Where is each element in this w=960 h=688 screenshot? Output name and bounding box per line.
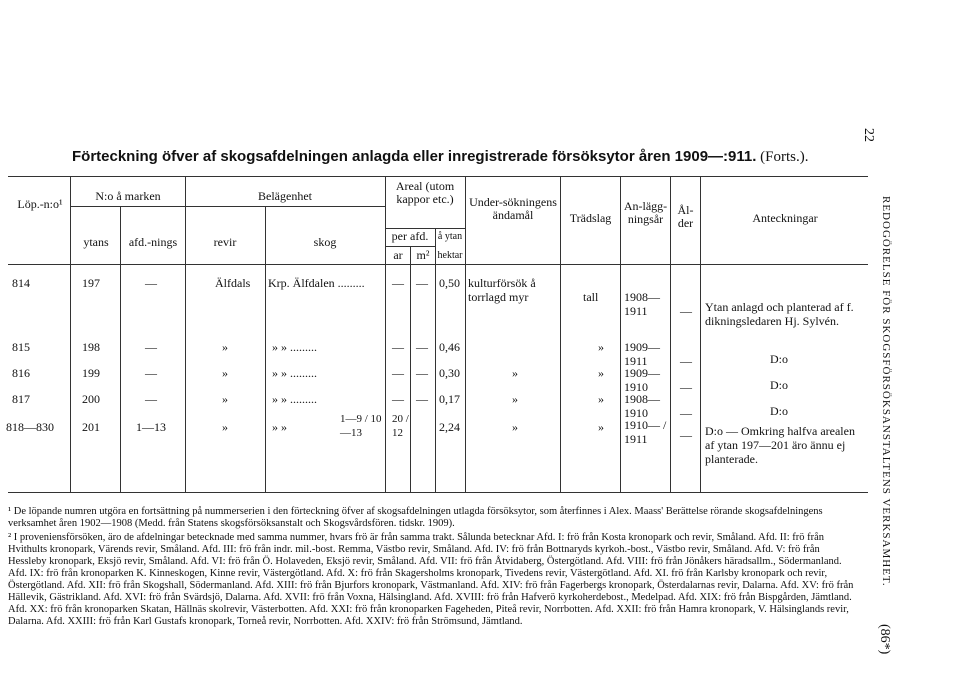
row-817-lop: 817 — [12, 392, 30, 406]
header-anlaggningsar: An-lägg-ningsår — [623, 199, 668, 226]
row-814-anl: 1908—1911 — [624, 290, 660, 318]
marken-subrule — [70, 206, 185, 207]
row-818-lop: 818—830 — [6, 420, 54, 434]
row-816-alder: — — [680, 380, 692, 394]
row-816-skog: » » ......... — [272, 366, 317, 380]
row-818-anl: 1910— / 1911 — [624, 418, 667, 446]
row-816-hektar: 0,30 — [439, 366, 460, 380]
row-816-note: D:o — [770, 378, 788, 392]
header-revir: revir — [213, 235, 237, 249]
row-814-hektar: 0,50 — [439, 276, 460, 290]
row-814-purpose: kulturförsök å torrlagd myr — [468, 276, 536, 304]
row-814-note: Ytan anlagd och planterad af f. dikningsledaren Hj. Sylvén. — [705, 300, 854, 328]
row-817-hektar: 0,17 — [439, 392, 460, 406]
row-818-tradslag: » — [598, 420, 604, 434]
row-817-note: D:o — [770, 404, 788, 418]
row-818-m2: 20 / 12 — [392, 413, 409, 439]
page-number: 22 — [861, 128, 876, 142]
row-814-afd: — — [145, 276, 157, 290]
header-anteckningar: Anteckningar — [752, 211, 818, 225]
row-815-revir: » — [222, 340, 228, 354]
row-818-revir: » — [222, 420, 228, 434]
header-belagenhet: Belägenhet — [258, 189, 312, 203]
table-top-rule — [8, 176, 868, 177]
col-rule — [70, 176, 71, 492]
header-skog: skog — [313, 235, 337, 249]
header-afd: afd.-nings — [128, 235, 178, 249]
col-rule — [700, 176, 701, 492]
row-818-skog: » » — [272, 420, 287, 434]
header-areal: Areal (utom kappor etc.) — [395, 179, 455, 206]
row-816-lop: 816 — [12, 366, 30, 380]
row-815-tradslag: » — [598, 340, 604, 354]
row-814-revir: Älfdals — [215, 276, 251, 290]
col-rule — [670, 176, 671, 492]
row-818-note: D:o — Omkring halfva arealen af ytan 197—201 äro ännu ej planterade. — [705, 424, 855, 466]
header-ytans: ytans — [83, 235, 109, 249]
row-814-lop: 814 — [12, 276, 30, 290]
row-815-hektar: 0,46 — [439, 340, 460, 354]
row-818-purpose: » — [512, 420, 518, 434]
row-814-ar: — — [392, 276, 404, 290]
row-814-m2: — — [416, 276, 428, 290]
row-816-afd: — — [145, 366, 157, 380]
header-per-afd: per afd. — [391, 229, 429, 243]
row-817-anl: 1908—1910 — [624, 392, 660, 420]
col-rule — [185, 176, 186, 492]
title-main: Förteckning öfver af skogsafdelningen anlagda eller inregistrerade försöksytor åren 1909—:911. — [72, 148, 757, 165]
row-815-skog: » » ......... — [272, 340, 317, 354]
row-814-skog: Krp. Älfdalen ......... — [268, 276, 365, 290]
row-817-ar: — — [392, 392, 404, 406]
row-816-anl: 1909—1910 — [624, 366, 660, 394]
col-rule — [385, 176, 386, 492]
row-815-ytans: 198 — [82, 340, 100, 354]
footnote-1: ¹ De löpande numren utgöra en fortsättning på nummerserien i den förteckning öfver af skogsafdelningen utlagda försöksytor, som återfinnes i Alex. Maass' Berättelse rörande skogsafdelningens verksamhet åren 1902—1908 (Medd. från Statens skogsförsöksanstalt och Skogsvårdsfören. tidskr. 1909). — [8, 506, 823, 529]
row-814-tradslag: tall — [583, 290, 599, 304]
side-page-number: (86*) — [877, 624, 892, 655]
row-814-alder: — — [680, 304, 692, 318]
header-hektar: hektar — [437, 250, 463, 261]
row-818-ar: 1—9 / 10—13 — [340, 413, 382, 439]
header-lop: Löp.-n:o¹ — [17, 197, 63, 211]
row-817-alder: — — [680, 406, 692, 420]
col-rule — [620, 176, 621, 492]
row-817-skog: » » ......... — [272, 392, 317, 406]
row-817-afd: — — [145, 392, 157, 406]
row-817-tradslag: » — [598, 392, 604, 406]
row-818-hektar: 2,24 — [439, 420, 460, 434]
header-m2: m² — [416, 248, 430, 262]
row-816-purpose: » — [512, 366, 518, 380]
row-816-m2: — — [416, 366, 428, 380]
row-817-m2: — — [416, 392, 428, 406]
page-title — [72, 148, 809, 166]
col-rule — [560, 176, 561, 492]
row-815-afd: — — [145, 340, 157, 354]
header-a-ytan: å ytan — [437, 231, 463, 242]
header-tradslag: Trädslag — [569, 211, 612, 225]
header-undersokningens: Under-sökningens ändamål — [469, 195, 557, 222]
header-alder: Ål-der — [677, 203, 694, 230]
header-no-marken: N:o å marken — [95, 189, 161, 203]
col-rule — [410, 246, 411, 492]
belagenhet-subrule — [185, 206, 385, 207]
row-816-ytans: 199 — [82, 366, 100, 380]
row-815-alder: — — [680, 354, 692, 368]
row-816-revir: » — [222, 366, 228, 380]
side-running-head: REDOGÖRELSE FÖR SKOGSFÖRSÖKSANSTALTENS VERKSAMHET. — [880, 196, 892, 587]
header-ar: ar — [393, 248, 403, 262]
footnote-2: ² I proveniensförsöken, äro de afdelningar betecknade med samma nummer, hvars frö är från samma trakt. Sålunda betecknar Afd. I: frö från Kosta kronopark och revir, Småland. Afd. II: frö från Hvithults kronopark, Värends revir, Småland. Afd. III: frö från indr. mil.-bost. Remma, Västbo revir, Småland. Afd. IV: frö från Bottnaryds kyrkoh.-bost., Västbo revir, Småland. Afd. V: frö från Hessleby kronopark, Eksjö revir, Småland. Afd. VI: frö från Ö. Holaveden, Eksjö revir, Småland. Afd. VII: frö från Åtvidaberg, Östergötland. Afd. VIII: frö från Jönåkers häradsallm., Södermanland. Afd. IX: frö från kronoparken K. Kinneskogen, Kinne revir, Västergötland. Afd. X: frö från Skagersholms kronopark, Tivedens revir, Västergötland. Afd. XI. frö från Karlsby kronopark och revir, Östergötland. Afd. XII: frö från Skogshall, Södermanland. Afd. XIII: frö från Bjurfors kronopark, Västmanland. Afd. XIV: frö från Fagerbergs kronopark, Österdalarnas revir, Dalarna. Afd. XV: frö från Hällevik, Gästrikland. Afd. XVI: frö från Svärdsjö, Dalarna. Afd. XVII: frö från Voxna, Hälsingland. Afd. XVIII: frö från Hafverö kyrkoherdebost., Medelpad. Afd. XIX: frö från Bispgården, Jämtland. Afd. XX: frö från kronoparken Skatan, Hällnäs skolrevir, Västerbotten. Afd. XXI: frö från kronoparken Fageheden, Piteå revir, Norrbotten. Afd. XXII: frö från Hamra kronopark, V. Hälsinglands revir, Dalarna. Afd. XXIII: frö från Karl Gustafs kronopark, Torneå revir, Norrbotten. Afd. XXIV: frö från Strömsund, Jämtland. — [8, 532, 854, 627]
row-815-lop: 815 — [12, 340, 30, 354]
row-815-ar: — — [392, 340, 404, 354]
col-rule — [435, 228, 436, 492]
row-818-afd: 1—13 — [136, 420, 166, 434]
title-tail: (Forts.). — [760, 149, 809, 165]
row-818-alder: — — [680, 428, 692, 442]
row-815-anl: 1909—1911 — [624, 340, 660, 368]
row-816-ar: — — [392, 366, 404, 380]
col-rule — [120, 206, 121, 492]
row-817-ytans: 200 — [82, 392, 100, 406]
header-bottom-rule — [8, 264, 868, 265]
col-rule — [465, 176, 466, 492]
row-817-revir: » — [222, 392, 228, 406]
row-814-ytans: 197 — [82, 276, 100, 290]
row-818-ytans: 201 — [82, 420, 100, 434]
row-816-tradslag: » — [598, 366, 604, 380]
row-815-m2: — — [416, 340, 428, 354]
table-bottom-rule — [8, 492, 868, 493]
row-817-purpose: » — [512, 392, 518, 406]
row-815-note: D:o — [770, 352, 788, 366]
